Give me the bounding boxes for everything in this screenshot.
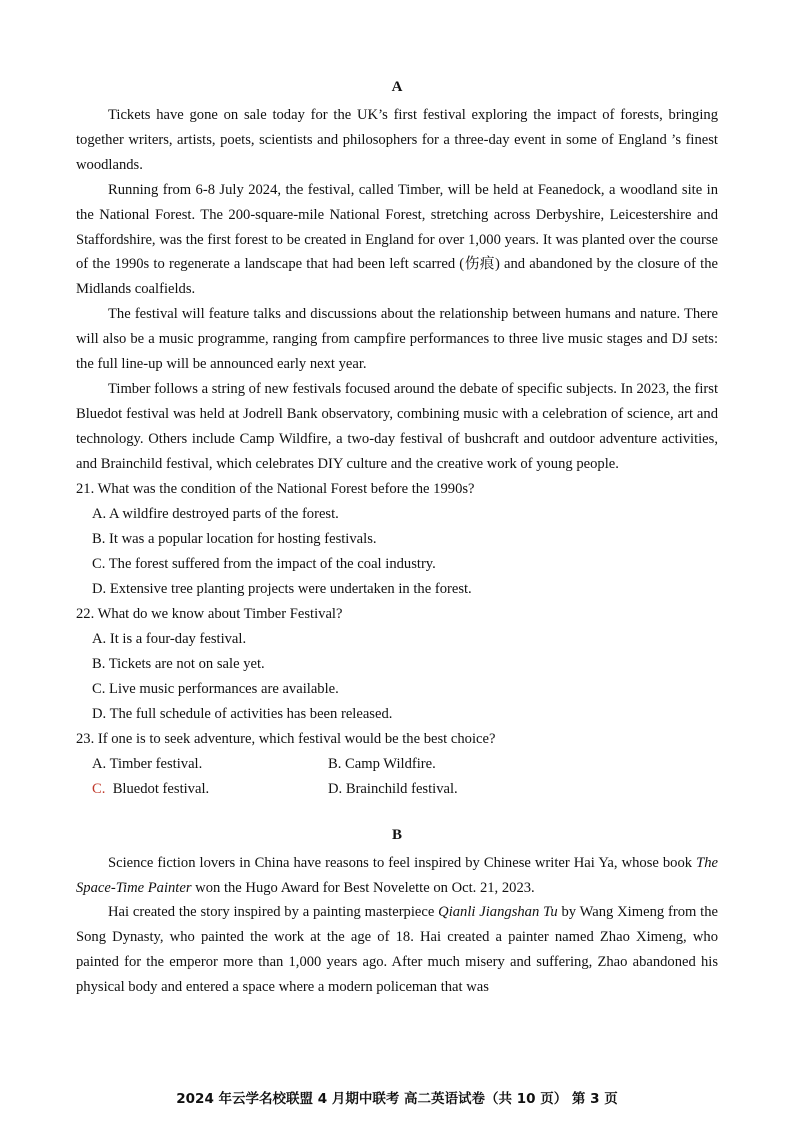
question-21: 21. What was the condition of the National Forest before the 1990s? — [76, 480, 475, 497]
page-footer: 2024 年云学名校联盟 4 月期中联考 高二英语试卷（共 10 页） 第 3 页 — [176, 1091, 618, 1107]
section-b-paragraph-1 — [76, 851, 718, 901]
question-23-options-row-1 — [92, 752, 718, 777]
question-23-option-d: D. Brainchild festival. — [328, 780, 458, 797]
question-21-option-a: A. A wildfire destroyed parts of the forest. — [92, 505, 339, 522]
question-23-options-row-2 — [92, 777, 718, 802]
question-23-option-b: B. Camp Wildfire. — [328, 755, 436, 772]
question-23-option-c-letter: C. — [92, 780, 106, 797]
question-22-option-a: A. It is a four-day festival. — [92, 630, 247, 647]
question-22-option-c: C. Live music performances are available. — [92, 680, 339, 697]
section-a-paragraph-1: Tickets have gone on sale today for the UK’s first festival exploring the impact of forests, bringing together writers, artists, poets, scientists and philosophers for a three-day event in some of England ’s finest woodlands. — [76, 107, 718, 173]
question-23: 23. If one is to seek adventure, which festival would be the best choice? — [76, 730, 496, 747]
question-21-option-c: C. The forest suffered from the impact of the coal industry. — [92, 555, 436, 572]
book-title: The Space-Time Painter — [76, 854, 718, 896]
page-content — [76, 78, 718, 1000]
question-22-option-d: D. The full schedule of activities has been released. — [92, 705, 393, 722]
painting-title: Qianli Jiangshan Tu — [438, 904, 558, 921]
section-a-paragraph-4: Timber follows a string of new festivals focused around the debate of specific subjects. In 2023, the first Bluedot festival was held at Jodrell Bank observatory, combining music with a celebration of science, art and technology. Others include Camp Wildfire, a two-day festival of bushcraft and outdoor adventure activities, and Brainchild festival, which celebrates DIY culture and the creative work of young people. — [76, 380, 718, 472]
question-22: 22. What do we know about Timber Festival? — [76, 605, 343, 622]
question-22-option-b: B. Tickets are not on sale yet. — [92, 655, 265, 672]
section-b-p2-text: Hai created the story inspired by a painting masterpiece — [108, 904, 439, 921]
section-b-p2-text-end: by Wang Ximeng from the Song Dynasty, who painted the work at the age of 18. Hai created a painter named Zhao Ximeng, who painted for the emperor more than 1,000 years ago. After much misery and suffering, Zhao abandoned his physical body and entered a space where a modern policeman that was — [76, 904, 718, 996]
section-b-paragraph-2 — [76, 900, 718, 1000]
section-b-p1-text-end: won the Hugo Award for Best Novelette on Oct. 21, 2023. — [191, 879, 535, 896]
question-23-option-c-text: Bluedot festival. — [112, 780, 210, 797]
section-a-paragraph-2: Running from 6-8 July 2024, the festival, called Timber, will be held at Feanedock, a woodland site in the National Forest. The 200-square-mile National Forest, stretching across Derbyshire, Leicestershire and Staffordshire, was the first forest to be created in England for over 1,000 years. It was planted over the course of the 1990s to regenerate a landscape that had been left scarred (伤痕) and abandoned by the closure of the Midlands coalfields. — [76, 181, 718, 298]
section-a-title: A — [391, 79, 403, 95]
section-a-paragraph-3: The festival will feature talks and discussions about the relationship between humans and nature. There will also be a music programme, ranging from campfire performances to three live music stages and DJ sets: the full line-up will be announced early next year. — [76, 306, 718, 373]
section-b-p1-text: Science fiction lovers in China have reasons to feel inspired by Chinese writer Hai Ya, whose book — [108, 854, 697, 871]
section-b-title: B — [391, 826, 402, 843]
question-23-option-a: A. Timber festival. — [92, 755, 203, 772]
question-21-option-b: B. It was a popular location for hosting festivals. — [92, 530, 377, 547]
question-23-option-c — [92, 777, 328, 802]
question-21-option-d: D. Extensive tree planting projects were undertaken in the forest. — [92, 580, 472, 597]
